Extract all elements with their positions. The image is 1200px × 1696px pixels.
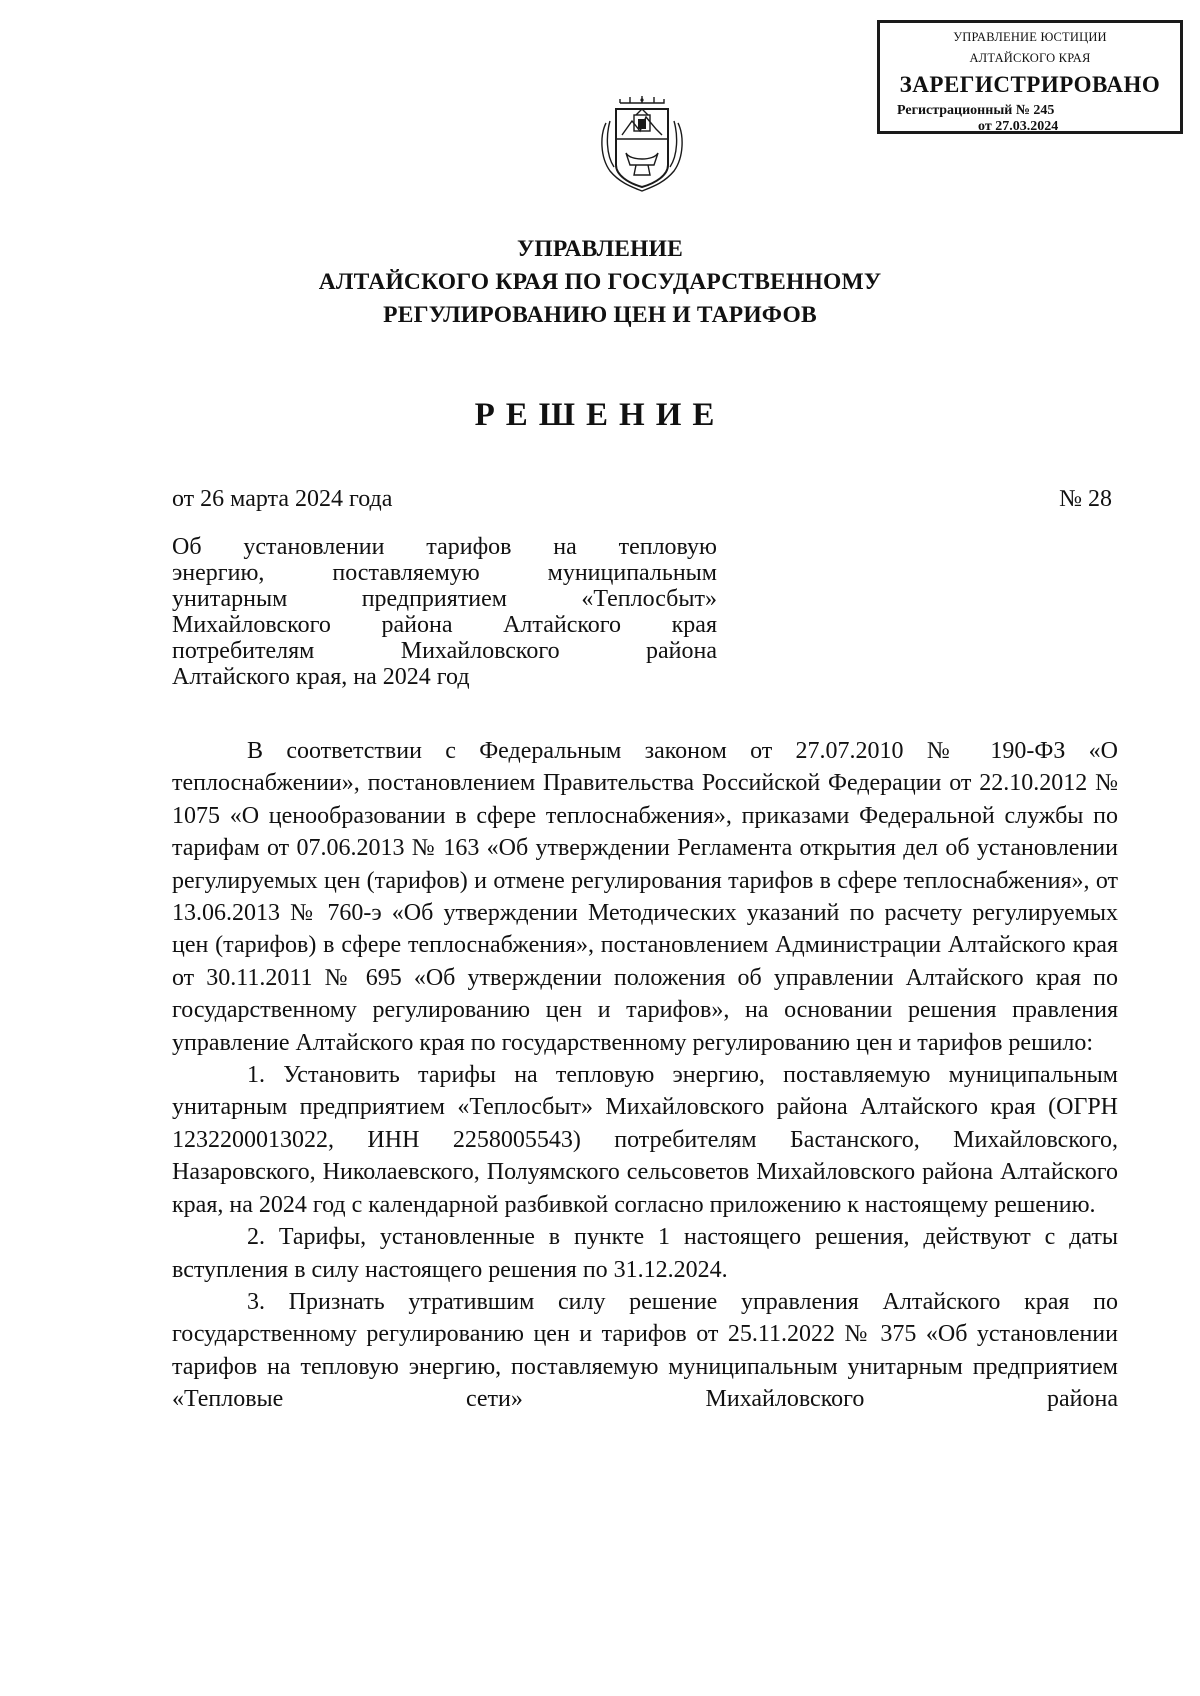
stamp-registration-date: от 27.03.2024 <box>978 119 1059 134</box>
document-number: № 28 <box>1059 486 1112 512</box>
subject-line: Алтайского края, на 2024 год <box>172 664 470 690</box>
subject-line: потребителям Михайловского района <box>172 638 717 664</box>
document-body <box>172 735 1118 1416</box>
clause-1: 1. Установить тарифы на тепловую энергию, поставляемую муниципальным унитарным предприятием «Теплосбыт» Михайловского района Алтайского края (ОГРН 1232200013022, ИНН 2258005543) потребителям Бастанского, Михайловского, Назаровского, Николаевского, Полуямского сельсоветов Михайловского района Алтайского края, на 2024 год с календарной разбивкой согласно приложению к настоящему решению. <box>172 1062 1118 1218</box>
document-subject <box>172 534 717 690</box>
registration-stamp <box>877 20 1183 134</box>
subject-line: унитарным предприятием «Теплосбыт» <box>172 586 717 612</box>
preamble-paragraph: В соответствии с Федеральным законом от 27.07.2010 № 190-ФЗ «О теплоснабжении», постановлением Правительства Российской Федерации от 22.10.2012 № 1075 «О ценообразовании в сфере теплоснабжения», приказами Федеральной службы по тарифам от 07.06.2013 № 163 «Об утверждении Регламента открытия дел об установлении регулируемых цен (тарифов) и отмене регулирования тарифов в сфере теплоснабжения», от 13.06.2013 № 760-э «Об утверждении Методических указаний по расчету регулируемых цен (тарифов) в сфере теплоснабжения», постановлением Администрации Алтайского края от 30.11.2011 № 695 «Об утверждении положения об управлении Алтайского края по государственному регулированию цен и тарифов», на основании решения правления управление Алтайского края по государственному регулированию цен и тарифов решило: <box>172 738 1118 1056</box>
document-type: РЕШЕНИЕ <box>474 397 726 433</box>
authority-line1: УПРАВЛЕНИЕ <box>516 236 684 262</box>
authority-line3: РЕГУЛИРОВАНИЮ ЦЕН И ТАРИФОВ <box>383 302 817 328</box>
subject-line: энергию, поставляемую муниципальным <box>172 560 717 586</box>
document-date: от 26 марта 2024 года <box>172 486 393 512</box>
subject-line: Об установлении тарифов на тепловую <box>172 534 717 560</box>
issuing-authority <box>0 233 1200 332</box>
coat-of-arms-icon <box>596 95 688 193</box>
stamp-registration-number: Регистрационный № 245 <box>897 103 1055 118</box>
stamp-department-line2: АЛТАЙСКОГО КРАЯ <box>969 51 1091 65</box>
clause-3: 3. Признать утратившим силу решение управления Алтайского края по государственному регулированию цен и тарифов от 25.11.2022 № 375 «Об установлении тарифов на тепловую энергию, поставляемую муниципальным унитарным предприятием «Тепловые сети» Михайловского района <box>172 1288 1118 1413</box>
authority-line2: АЛТАЙСКОГО КРАЯ ПО ГОСУДАРСТВЕННОМУ <box>318 269 882 295</box>
subject-line: Михайловского района Алтайского края <box>172 612 717 638</box>
stamp-department-line1: УПРАВЛЕНИЕ ЮСТИЦИИ <box>953 30 1107 44</box>
stamp-status: ЗАРЕГИСТРИРОВАНО <box>899 72 1161 97</box>
clause-2: 2. Тарифы, установленные в пункте 1 настоящего решения, действуют с даты вступления в силу настоящего решения по 31.12.2024. <box>172 1224 1118 1283</box>
